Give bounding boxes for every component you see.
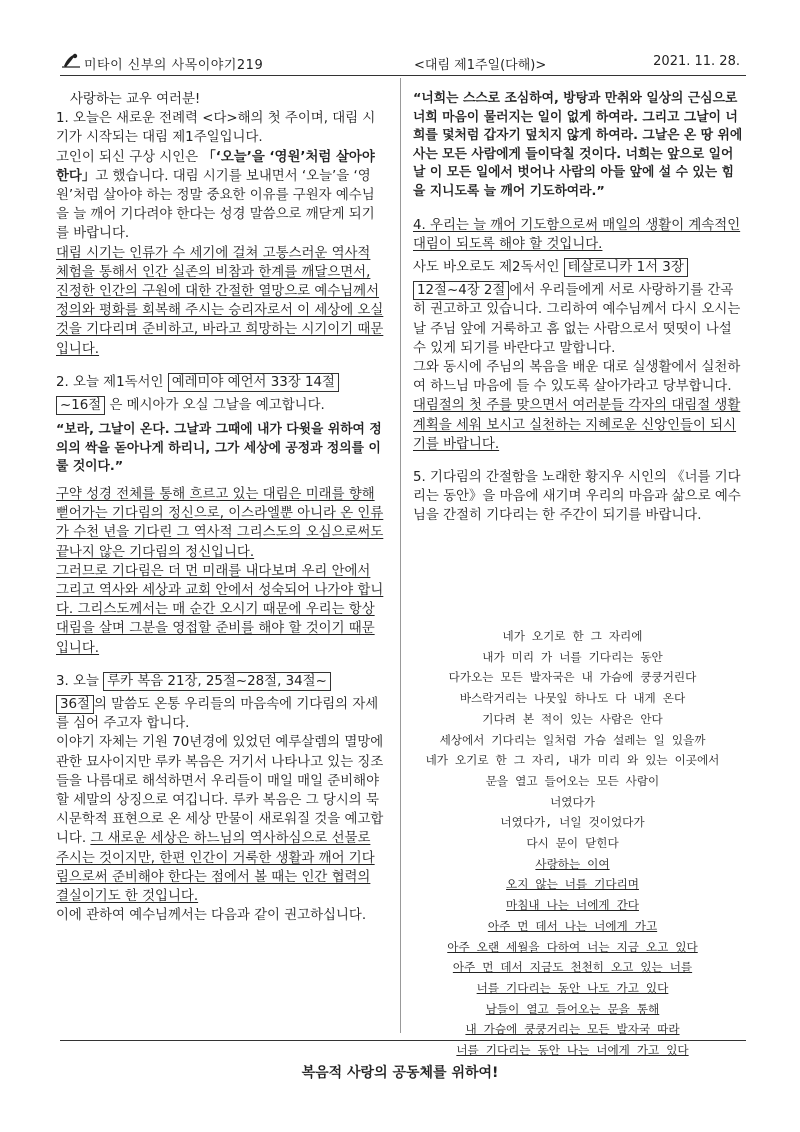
poem-line: 문을 열고 들어오는 모든 사람이 <box>485 773 660 788</box>
section-4-exhortation: 그와 동시에 주님의 복음을 배운 대로 실생활에서 실천하여 하느님 마음에 들 수 있도록 살아가라고 당부합니다. 대림절의 첫 주를 맞으면서 여러분들 각자의 대림절 생활 계획을 세워 보시고 실천하는 지혜로운 신앙인들이 되시기를 바랍니다. <box>413 359 741 452</box>
section-4-body: 사도 바오로도 제2독서인 테살로니카 1서 3장 12절~4장 2절 에서 우리들에게 서로 사랑하기를 간곡히 권고하고 있습니다. 그리하여 예수님께서 다시 오시는 날 주님 앞에 거룩하고 흠 없는 사람으로서 떳떳이 나설 수 있게 되기를 바란다고 말합니다. <box>413 259 741 356</box>
section-3-body: 이야기 자체는 기원 70년경에 있었던 예루살렘의 멸망에 관한 묘사이지만 루카 복음은 거기서 나타나고 있는 징조들을 나름대로 해석하면서 우리들이 매일 매일 준비해야 할 세말의 상징으로 여깁니다. 루카 복음은 그 당시의 묵시문학적 표현으로 온 세상 만물이 새로워질 것을 예고합니다. 그 새로운 세상은 하느님의 역사하심으로 선물로 주시는 것이지만, 한편 인간이 거룩한 생활과 깨어 기다림으로써 준비해야 한다는 점에서 볼 때는 인간 협력의 결실이기도 한 것입니다. <box>56 735 384 905</box>
poem-line: 네가 오기로 한 그 자리에 <box>502 629 643 643</box>
greeting: 사랑하는 교우 여러분! <box>70 92 201 107</box>
section-5-body: 5. 기다림의 간절함을 노래한 황지우 시인의 《너를 기다리는 동안》을 마음에 새기며 우리의 마음과 삶으로 예수님을 간절히 기다리는 한 주간이 되기를 바랍니다. <box>413 470 741 524</box>
issue-date: 2021. 11. 28. <box>653 54 740 69</box>
section-2-body: 구약 성경 전체를 통해 흐르고 있는 대림은 미래를 향해 뻗어가는 기다림의 정신으로, 이스라엘뿐 아니라 온 인류가 수천 년을 기다린 그 역사적 그리스도의 오심으로써도 끝나지 않은 기다림의 정신입니다. <box>56 487 384 560</box>
poem-line: 다가오는 모든 발자국은 내 가슴에 쿵쿵거린다 <box>448 670 697 685</box>
reading-ref-box: 12절~4장 2절 <box>413 281 509 300</box>
poem-waiting-for-you <box>405 626 740 1061</box>
section-1-intro: 1. 오늘은 새로운 전례력 <다>해의 첫 주이며, 대림 시기가 시작되는 대림 제1주일입니다. <box>56 111 376 146</box>
section-1-body: 고인이 되신 구상 시인은 「‘오늘’을 ‘영원’처럼 살아야 한다」고 했습니다. 대림 시기를 보내면서 ‘오늘’을 ‘영원’처럼 살아야 하는 정말 중요한 이유를 구원자 예수님을 늘 깨어 기다려야 한다는 성경 말씀으로 깨닫게 되기를 바랍니다. <box>56 149 375 242</box>
section-2-conclusion: 그러므로 기다림은 더 먼 미래를 내다보며 우리 안에서 그리고 역사와 세상과 교회 안에서 성숙되어 나가야 합니다. 그리스도께서는 매 순간 오시기 때문에 우리는 항상 대림을 살며 그분을 영접할 준비를 해야 할 것이기 때문입니다. <box>56 563 384 656</box>
poem-line: 오지 않는 너를 기다리며 <box>506 877 639 892</box>
page-header <box>62 52 746 74</box>
poem-line: 아주 먼 데서 지금도 천천히 오고 있는 너를 <box>452 960 693 975</box>
section-3-closing: 이에 관하여 예수님께서는 다음과 같이 권고하십니다. <box>56 908 367 924</box>
section-3-intro: 3. 오늘 루카 복음 21장, 25절~28절, 34절~ 36절 의 말씀도 온통 우리들의 마음속에 기다림의 자세를 심어 주고자 합니다. <box>56 673 379 732</box>
left-column <box>56 90 386 926</box>
poem-line: 너를 기다리는 동안 나는 너에게 가고 있다 <box>456 1043 689 1058</box>
poem-line: 바스락거리는 나뭇잎 하나도 다 내게 온다 <box>459 691 686 706</box>
poem-line: 기다려 본 적이 있는 사람은 안다 <box>482 711 663 726</box>
poem-line: 사랑하는 이여 <box>535 856 610 871</box>
footer-slogan: 복음적 사랑의 공동체를 위하여! <box>301 1065 499 1081</box>
right-column <box>413 90 745 526</box>
poem-line: 내 가슴에 쿵쿵거리는 모든 발자국 따라 <box>465 1022 680 1037</box>
poem-line: 마침내 나는 너에게 간다 <box>506 898 639 913</box>
poem-line: 너였다가, 너일 것이었다가 <box>500 815 645 830</box>
poem-line: 네가 오기로 한 그 자리, 내가 미리 와 있는 이곳에서 <box>425 753 720 768</box>
poem-line: 아주 먼 데서 나는 너에게 가고 <box>487 918 658 933</box>
reading-ref-box: ~16절 <box>56 396 105 415</box>
poem-line: 다시 문이 닫힌다 <box>526 836 619 851</box>
poem-line: 너를 기다리는 동안 나도 가고 있다 <box>476 980 669 995</box>
section-1-advent-meaning: 대림 시기는 인류가 수 세기에 걸쳐 고통스러운 역사적 체험을 통해서 인간 실존의 비참과 한계를 깨달으면서, 진정한 인간의 구원에 대한 간절한 열망으로 예수님께서 정의와 평화를 회복해 주시는 승리자로서 이 세상에 오실 것을 기다리며 준비하고, 바라고 희망하는 시기이기 때문입니다. <box>56 245 384 357</box>
sower-logo-icon <box>62 52 80 68</box>
poem-line: 세상에서 기다리는 일처럼 가슴 설레는 일 있을까 <box>439 732 706 747</box>
poem-line: 내가 미리 가 너를 기다리는 동안 <box>482 649 663 664</box>
section-2-intro: 2. 오늘 제1독서인 예레미야 예언서 33장 14절 ~16절 은 메시아가 오실 그날을 예고합니다. <box>56 373 386 415</box>
reading-ref-box: 예레미야 예언서 33장 14절 <box>168 373 339 392</box>
gospel-ref-box: 36절 <box>56 695 94 714</box>
column-divider <box>400 78 401 1033</box>
poem-line: 너였다가 <box>550 794 595 809</box>
section-4-intro: 4. 우리는 늘 깨어 기도함으로써 매일의 생활이 계속적인 대림이 되도록 해야 할 것입니다. <box>413 217 741 252</box>
footer-divider <box>60 1040 746 1041</box>
gospel-quote: “너희는 스스로 조심하여, 방탕과 만취와 일상의 근심으로 너희 마음이 물러지는 일이 없게 하여라. 그리고 그날이 너희를 덫처럼 갑자기 덮치지 않게 하여라. 그날은 온 땅 위에 사는 모든 사람에게 들이닥칠 것이다. 너희는 앞으로 일어날 이 모든 일에서 벗어나 사람의 아들 앞에 설 수 있는 힘을 지니도록 늘 깨어 기도하여라.” <box>413 91 743 199</box>
poem-line: 아주 오랜 세월을 다하여 너는 지금 오고 있다 <box>447 939 698 954</box>
section-2-quote: “보라, 그날이 온다. 그날과 그때에 내가 다윗을 위하여 정의의 싹을 돋아나게 하리니, 그가 세상에 공정과 정의를 이룰 것이다.” <box>56 422 382 475</box>
poem-line: 남들이 열고 들어오는 문을 통해 <box>485 1001 660 1016</box>
liturgy-label: <대림 제1주일(다해)> <box>414 58 547 73</box>
gospel-ref-box: 루카 복음 21장, 25절~28절, 34절~ <box>103 672 331 691</box>
column-title: 미타이 신부의 사목이야기219 <box>84 58 264 73</box>
reading-ref-box: 테살로니카 1서 3장 <box>564 258 688 277</box>
header-divider <box>60 75 746 76</box>
